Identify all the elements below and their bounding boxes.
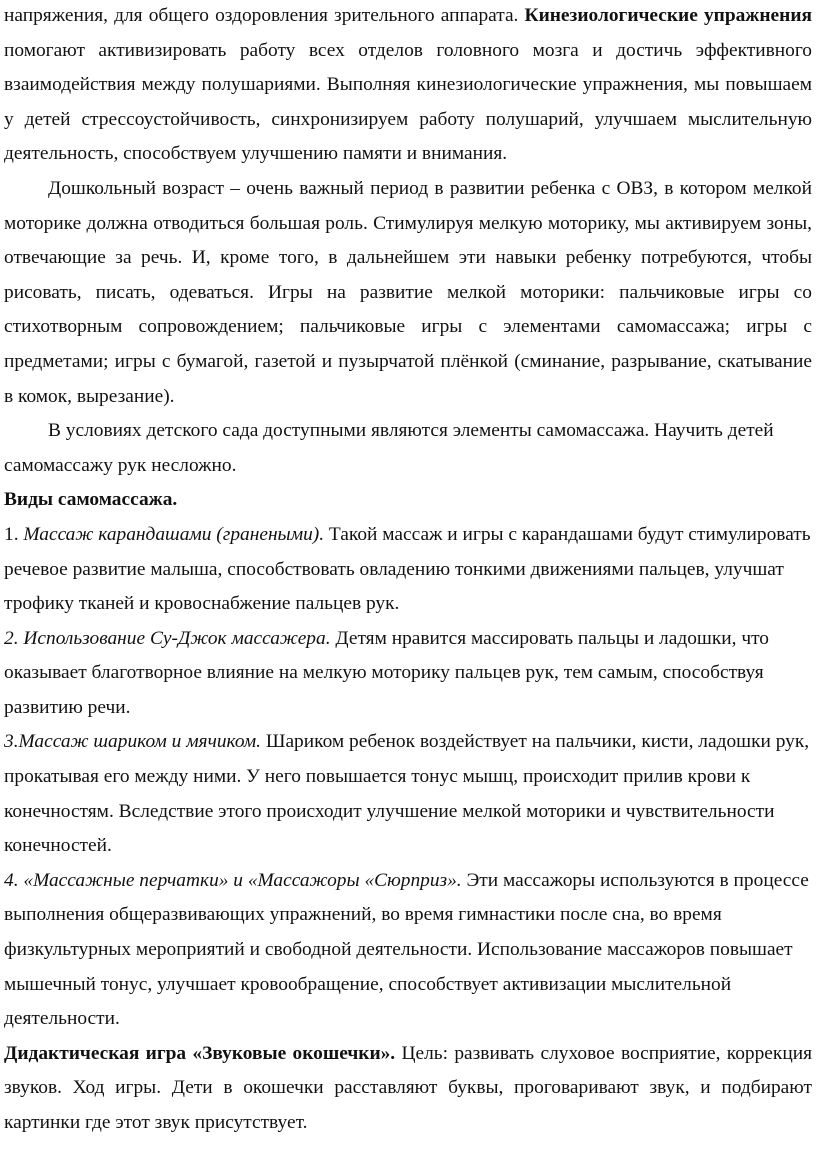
paragraph-kindergarten: В условиях детского сада доступными являются элементы самомассажа. Научить детей самомассажу рук несложно. [4,420,774,476]
item-text: Такой массаж и игры с карандашами будут стимулировать речевое развитие малыша, способствовать овладению тонкими движениями пальцев, улучшат трофику тканей и кровоснабжение пальцев рук. [4,523,811,615]
item-title: Массаж карандашами (гранеными). [23,523,325,545]
item-number: 1. [4,523,24,545]
massage-item-2 [4,622,812,726]
item-title: Массаж шариком и мячиком. [18,731,262,753]
item-number: 4. [4,869,24,891]
section-heading-text: Виды самомассажа. [4,489,178,511]
massage-item-1 [4,518,812,622]
item-number: 3. [4,731,19,753]
item-text: Эти массажоры используются в процессе выполнения общеразвивающих упражнений, во время гимнастики после сна, во время физкультурных мероприятий и свободной деятельности. Использование массажоров повышает мышечный тонус, улучшает кровообращение, способствует активизации мыслительной деятельности. [4,869,809,1030]
massage-item-3 [4,725,812,863]
item-text: Детям нравится массировать пальцы и ладошки, что оказывает благотворное влияние на мелкую моторику пальцев рук, тем самым, способствуя развитию речи. [4,627,769,718]
paragraph-preschool-age: Дошкольный возраст – очень важный период в развитии ребенка с ОВЗ, в котором мелкой моторике должна отводиться большая роль. Стимулируя мелкую моторику, мы активируем зоны, отвечающие за речь. И, кроме того, в дальнейшем эти навыки ребенку потребуются, чтобы рисовать, писать, одеваться. Игры на развитие мелкой моторики: пальчиковые игры со стихотворным сопровождением; пальчиковые игры с элементами самомассажа; игры с предметами; игры с бумагой, газетой и пузырчатой плёнкой (сминание, разрывание, скатывание в комок, вырезание). [4,177,812,407]
item-number: 2. [4,627,24,649]
massage-item-4 [4,864,812,1037]
item-title: «Массажные перчатки» и «Массажоры «Сюрприз». [23,869,462,891]
paragraph-kinesiology [4,0,812,172]
game-title: Дидактическая игра «Звуковые окошечки». [4,1042,396,1064]
item-title: Использование Су-Джок массажера. [23,627,331,649]
game-text: Цель: развивать слуховое восприятие, коррекция звуков. Ход игры. Дети в окошечки расставляют буквы, проговаривают звук, и подбирают картинки где этот звук присутствует. [4,1042,813,1133]
paragraph-text: напряжения, для общего оздоровления зрительного аппарата. [4,5,525,26]
paragraph-text: помогают активизировать работу всех отделов головного мозга и достичь эффективного взаимодействия между полушариями. Выполняя кинезиологические упражнения, мы повышаем у детей стрессоустойчивость, синхронизируем работу полушарий, улучшаем мыслительную деятельность, способствуем улучшению памяти и внимания. [4,39,812,165]
item-text: Шариком ребенок воздействует на пальчики, кисти, ладошки рук, прокатывая его между ними. У него повышается тонус мышц, происходит прилив крови к конечностям. Вследствие этого происходит улучшение мелкой моторики и чувствительности конечностей. [4,731,810,857]
section-heading [4,483,812,518]
didactic-game [4,1037,812,1141]
bold-term-kinesiology: Кинезиологические упражнения [524,5,812,26]
